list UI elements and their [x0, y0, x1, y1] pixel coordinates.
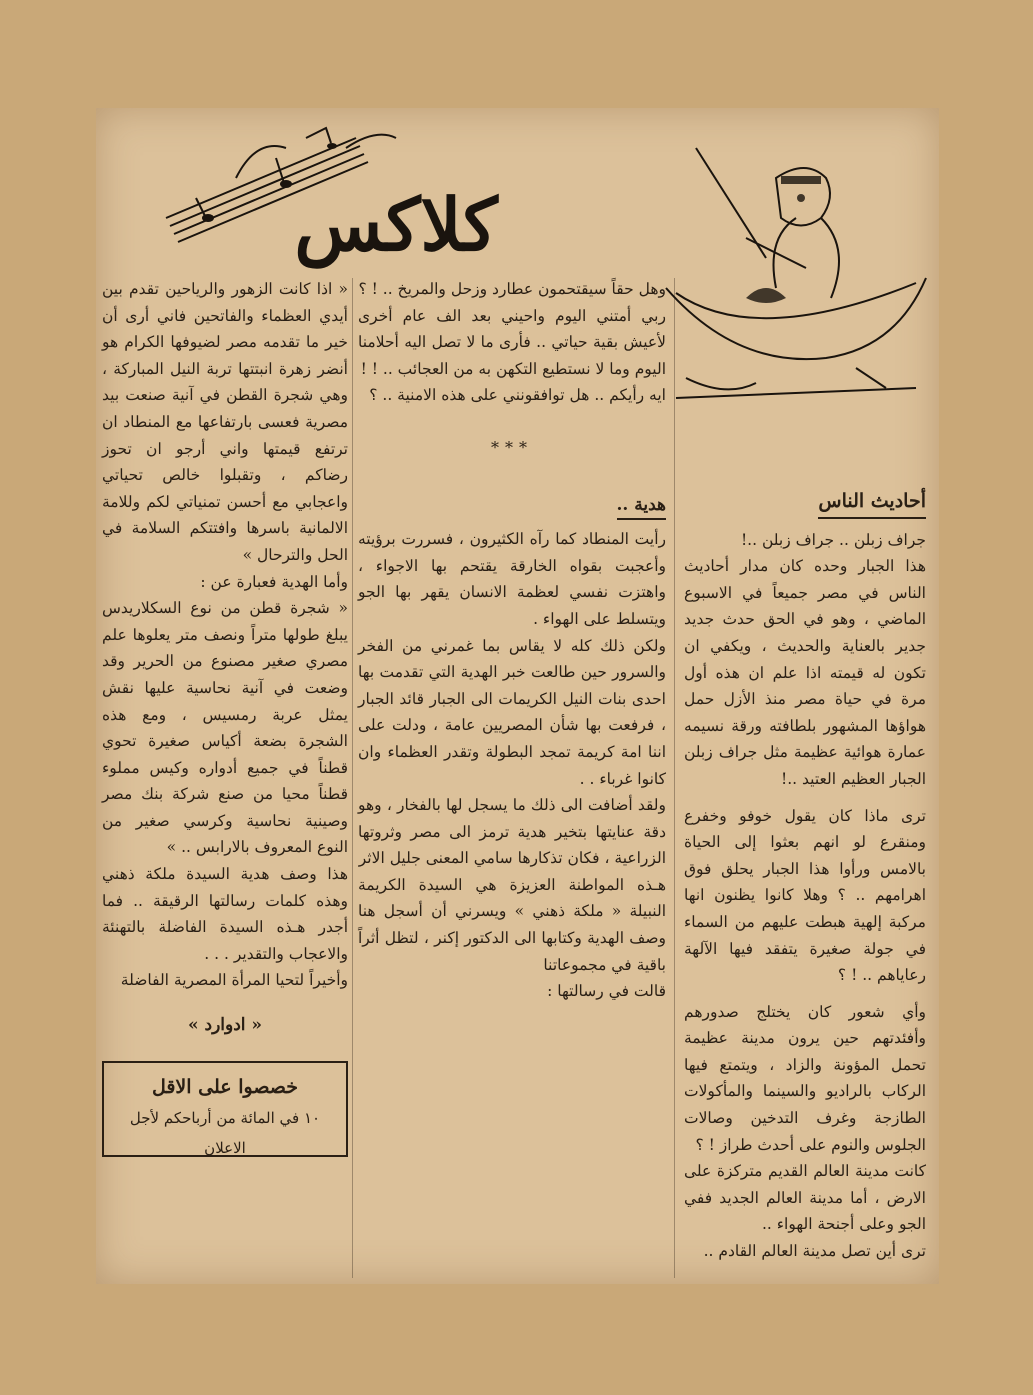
column-middle — [358, 276, 666, 1005]
paragraph: ربي أمتني اليوم واحيني بعد الف عام أخرى لأعيش بقية حياتي .. فأرى ما لا تصل اليه أحلامنا اليوم وما لا نستطيع التكهن به من العجائب .. ! ! — [358, 306, 666, 378]
paragraph: كانت مدينة العالم القديم متركزة على الارض ، أما مدينة العالم الجديد ففي الجو وعلى أجنحة الهواء .. — [684, 1162, 926, 1234]
paragraph: ولقد أضافت الى ذلك ما يسجل لها بالفخار ، وهو دقة عنايتها بتخير هدية ترمز الى مصر وثروتها الزراعية ، فكان تذكارها سامي المعنى جليل الاثر — [358, 796, 666, 868]
paragraph: هذا الجبار وحده كان مدار أحاديث الناس في مصر جميعاً في الاسبوع الماضي ، وهو في الحق حدث جديد جدير بالعناية والحديث ، ويكفي ان تكون له قيمته اذا علم ان هذه أول مرة في حياة مصر منذ الأزل حمل هواؤها المشهور بلطافته ورقة نسيمه عمارة هوائية عظيمة مثل جراف زبلن الجبار العظيم العتيد ..! — [684, 557, 926, 788]
column-right — [684, 488, 926, 1265]
paragraph: وأي شعور كان يختلج صدورهم وأفئدتهم حين يرون مدينة عظيمة تحمل المؤونة والزاد ، ويتمتع فيها الركاب بالراديو والسينما والمأكولات الطازجة وغرف التدخين وصالات الجلوس والنوم على أحدث طراز ! ؟ — [684, 1002, 926, 1154]
paragraph: قالت في رسالتها : — [547, 982, 666, 1001]
magazine-page — [96, 108, 939, 1284]
paragraph: هذا وصف هدية السيدة ملكة ذهني وهذه كلمات رسالتها الرقيقة .. فما أجدر هـذه السيدة الفاضلة بالتهنئة والاعجاب والتقدير . . . — [102, 865, 348, 963]
section-separator: *** — [491, 437, 533, 457]
paragraph: رأيت المنطاد كما رآه الكثيرون ، فسررت برؤيته وأعجبت بقواه الخارقة يقتحم بها الاجواء ، واهتزت نفسي لعظمة الانسان يقهر بها الجو ويتسلط على الهواء . — [358, 530, 666, 628]
gift-heading: هدية .. — [617, 492, 667, 521]
paragraph: ايه رأيكم .. هل توافقونني على هذه الامنية .. ؟ — [369, 386, 666, 405]
column-divider — [352, 278, 353, 1278]
paragraph: جراف زبلن .. جراف زبلن ..! — [740, 530, 926, 549]
gift-description: « شجرة قطن من نوع السكلاريدس يبلغ طولها متراً ونصف متر يعلوها علم مصري صغير مصنوع من الحرير وقد وضعت في آنية نحاسية عليها نقش يمثل عربة رمسيس ، ومع هذه الشجرة بضعة أكياس صغيرة تحوي قطناً في جميع أدواره وكيس مملوء قطناً محيا من صنع شركة بنك مصر وصينية نحاسية وكرسي صغير من النوع المعروف بالارابس .. » — [102, 599, 348, 857]
section-heading: أحاديث الناس — [818, 488, 926, 519]
man-with-shovel-sketch-icon — [656, 118, 936, 408]
page-title: كلاكس — [294, 182, 498, 267]
column-left — [102, 276, 348, 1157]
column-divider — [674, 278, 675, 1278]
paragraph: ولكن ذلك كله لا يقاس بما غمرني من الفخر والسرور حين طالعت خبر الهدية التي تقدمت بها احدى بنات النيل الكريمات الى الجبار قائد الجبار ، فرفعت بها شأن المصريين عامة ، ودلت على اننا امة كريمة تمجد البطولة وتقدر العظماء وان كانوا غرباء . . — [358, 636, 666, 788]
paragraph: وأما الهدية فعبارة عن : — [200, 572, 348, 591]
paragraph: وهل حقاً سيقتحمون عطارد وزحل والمريخ .. ! ؟ — [358, 280, 666, 298]
ad-text: ١٠ في المائة من أرباحكم لأجل الاعلان — [129, 1108, 321, 1157]
quoted-letter: « اذا كانت الزهور والرياحين تقدم بين أيدي العظماء والفاتحين فاني أرى أن خير ما تقدمه مصر لضيوفها الكرام هو أنضر زهرة انبتتها تربة النيل المباركة ، وهي شجرة القطن في آنية صنعت بيد مصرية فعسى بارتفاعها مع المنطاد ان ترتفع قيمتها واني أرجو ان تحوز رضاكم ، وتقبلوا خالص تحياتي واعجابي مع أحسن تمنياتي لكم وللامة الالمانية باسرها وافتتكم السلامة في الحل والترحال » — [102, 280, 348, 564]
ad-title: خصصوا على الاقل — [151, 1075, 299, 1098]
page-header — [96, 108, 939, 278]
paragraph: ترى ماذا كان يقول خوفو وخفرع ومنقرع لو انهم بعثوا إلى الحياة بالامس ورأوا هذا الجبار يحلق فوق اهرامهم .. ؟ وهلا كانوا يظنون انها مركبة إلهية هبطت عليهم من السماء في جولة صغيرة يتفقد فيها الآلهة رعاياهم .. ! ؟ — [684, 806, 926, 985]
advertisement-box — [102, 1061, 348, 1157]
paragraph: ترى أين تصل مدينة العالم القادم .. — [703, 1242, 926, 1261]
author-signature: « ادوارد » — [187, 1015, 263, 1036]
paragraph: هـذه المواطنة العزيزة هي السيدة الكريمة النبيلة « ملكة ذهني » ويسرني أن أسجل هنا وصف الهدية وكتابها الى الدكتور إكنر ، لتظل أثراً باقية في مجموعاتنا — [358, 875, 666, 974]
paragraph: وأخيراً لتحيا المرأة المصرية الفاضلة — [120, 971, 348, 990]
